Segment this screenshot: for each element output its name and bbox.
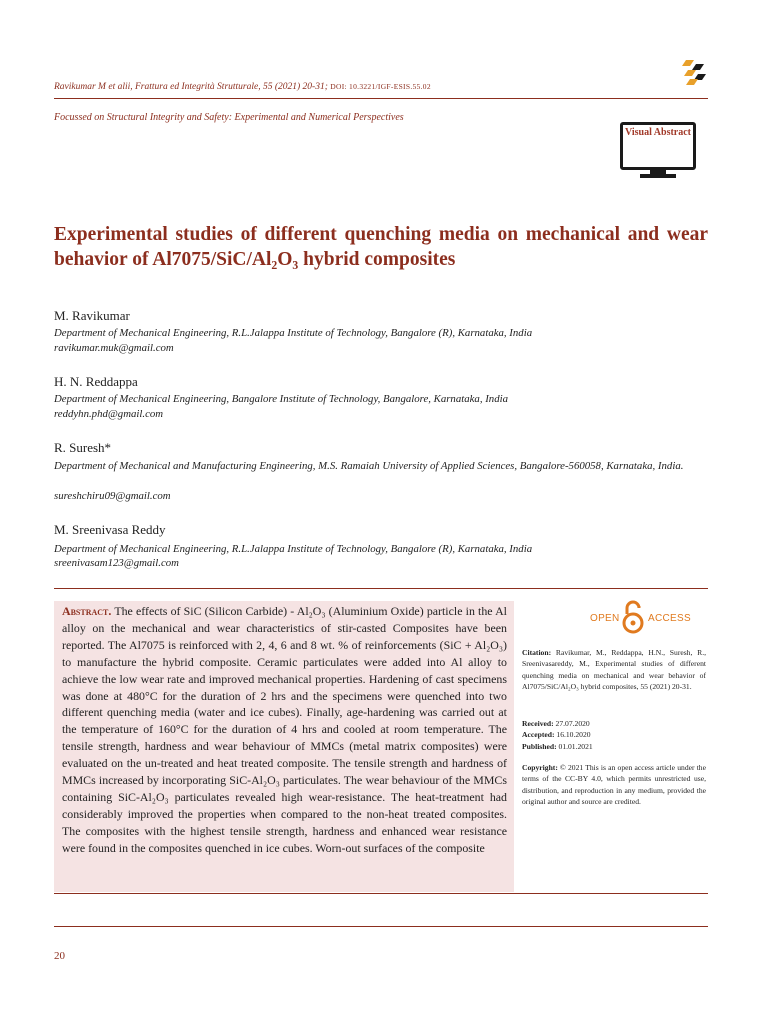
copyright-label: Copyright: xyxy=(522,763,558,772)
abstract-bottom-rule xyxy=(54,893,708,894)
author-name: R. Suresh* xyxy=(54,440,112,455)
copyright-text: © 2021 This is an open access article under the terms of the CC-BY 4.0, which permits unrestricted use, distribution, and reproduction in any medium, provided the original author and source are credited. xyxy=(522,763,706,806)
open-access-lock-icon xyxy=(622,600,644,634)
author-name: M. Ravikumar xyxy=(54,308,130,323)
author-email[interactable]: ravikumar.muk@gmail.com xyxy=(54,342,174,354)
footer-rule xyxy=(54,926,708,927)
author-email[interactable]: sreenivasam123@gmail.com xyxy=(54,557,179,569)
abstract-label: Abstract. xyxy=(62,604,112,618)
abstract-text: The effects of SiC (Silicon Carbide) - Al₂O₃ (Aluminium Oxide) particle in the Al alloy on the mechanical and wear characteristics of stir-casted Composites have been reported. The Al7075 is reinforced with 2, 4, 6 and 8 wt. % of reinforcements (SiC + Al₂O₃) to manufacture the hybrid composite. Ceramic particulates were added into Al alloy to achieve the low wear rate and improved mechanical properties. Hardening of cast specimens was done at 480°C for the duration of 2 hrs and the specimens were quenched into two different quenching media (water and ice cubes). Finally, age-hardening was carried out at the temperature of 160°C for the duration of 4 hrs and cooled at room temperature. The tensile strength, hardness and wear behaviour of MMCs (metal matrix composites) were evaluated on the un-treated and heat treated composite. The tensile strength and hardness of MMCs increased by incorporating SiC-Al₂O₃ particulates. The wear behaviour of the MMCs containing SiC-Al₂O₃ particulates revealed high wear-resistance. The heat-treatment had considerably improved the properties when compared to the non-heat treated composites. The composites with the highest tensile strength, hardness and enhanced wear resistance were found in the composites quenched in ice cubes. Worn-out surfaces of the composite xyxy=(62,604,507,855)
citation-block xyxy=(522,647,706,692)
author-affiliation: Department of Mechanical Engineering, R.L.Jalappa Institute of Technology, Bangalore (R), Karnataka, India xyxy=(54,543,533,555)
author-email[interactable]: sureshchiru09@gmail.com xyxy=(54,490,171,502)
visual-abstract-link[interactable] xyxy=(620,122,696,180)
paper-title: Experimental studies of different quenching media on mechanical and wear behavior of Al7075/SiC/Al₂O₃ hybrid composites xyxy=(54,224,708,270)
citation-text: Ravikumar M et alii, Frattura ed Integrità Strutturale, 55 (2021) 20-31; xyxy=(54,82,328,92)
open-access-badge[interactable] xyxy=(590,600,691,636)
citation-text: Ravikumar, M., Reddappa, H.N., Suresh, R., Sreenivasareddy, M., Experimental studies of different quenching media on mechanical and wear behavior of Al7075/SiC/Al₂O₃ hybrid composites, 55 (2021) 20-31. xyxy=(522,648,706,691)
abstract-body xyxy=(62,603,507,857)
journal-citation xyxy=(54,82,431,92)
accepted-date: 16.10.2020 xyxy=(556,730,591,740)
visual-abstract-label: Visual Abstract xyxy=(620,122,696,170)
doi-text: DOI: 10.3221/IGF-ESIS.55.02 xyxy=(330,82,431,91)
published-label: Published: xyxy=(522,741,557,751)
abstract-box xyxy=(54,601,514,892)
open-access-left: OPEN xyxy=(590,613,620,624)
abstract-top-rule xyxy=(54,588,708,589)
citation-label: Citation: xyxy=(522,648,552,657)
published-date: 01.01.2021 xyxy=(558,741,593,751)
published-row xyxy=(522,741,706,752)
received-label: Received: xyxy=(522,719,554,728)
page-number: 20 xyxy=(54,950,65,962)
dates-block xyxy=(522,718,706,752)
series-subtitle: Focussed on Structural Integrity and Safety: Experimental and Numerical Perspectives xyxy=(54,112,404,123)
author-affiliation: Department of Mechanical Engineering, Bangalore Institute of Technology, Bangalore, Karnataka, India xyxy=(54,393,509,405)
monitor-base xyxy=(640,174,676,178)
copyright-block xyxy=(522,762,706,807)
author-name: H. N. Reddappa xyxy=(54,374,138,389)
accepted-label: Accepted: xyxy=(522,730,555,740)
received-date: 27.07.2020 xyxy=(555,719,590,728)
received-row xyxy=(522,718,706,729)
journal-logo-icon xyxy=(682,58,708,86)
open-access-right: ACCESS xyxy=(648,613,691,624)
author-affiliation: Department of Mechanical and Manufacturing Engineering, M.S. Ramaiah University of Applied Sciences, Bangalore-560058, Karnataka, India. xyxy=(54,460,684,472)
author-name: M. Sreenivasa Reddy xyxy=(54,522,166,537)
header-rule xyxy=(54,98,708,99)
accepted-row xyxy=(522,729,706,740)
author-affiliation: Department of Mechanical Engineering, R.L.Jalappa Institute of Technology, Bangalore (R), Karnataka, India xyxy=(54,327,533,339)
author-email[interactable]: reddyhn.phd@gmail.com xyxy=(54,408,164,420)
